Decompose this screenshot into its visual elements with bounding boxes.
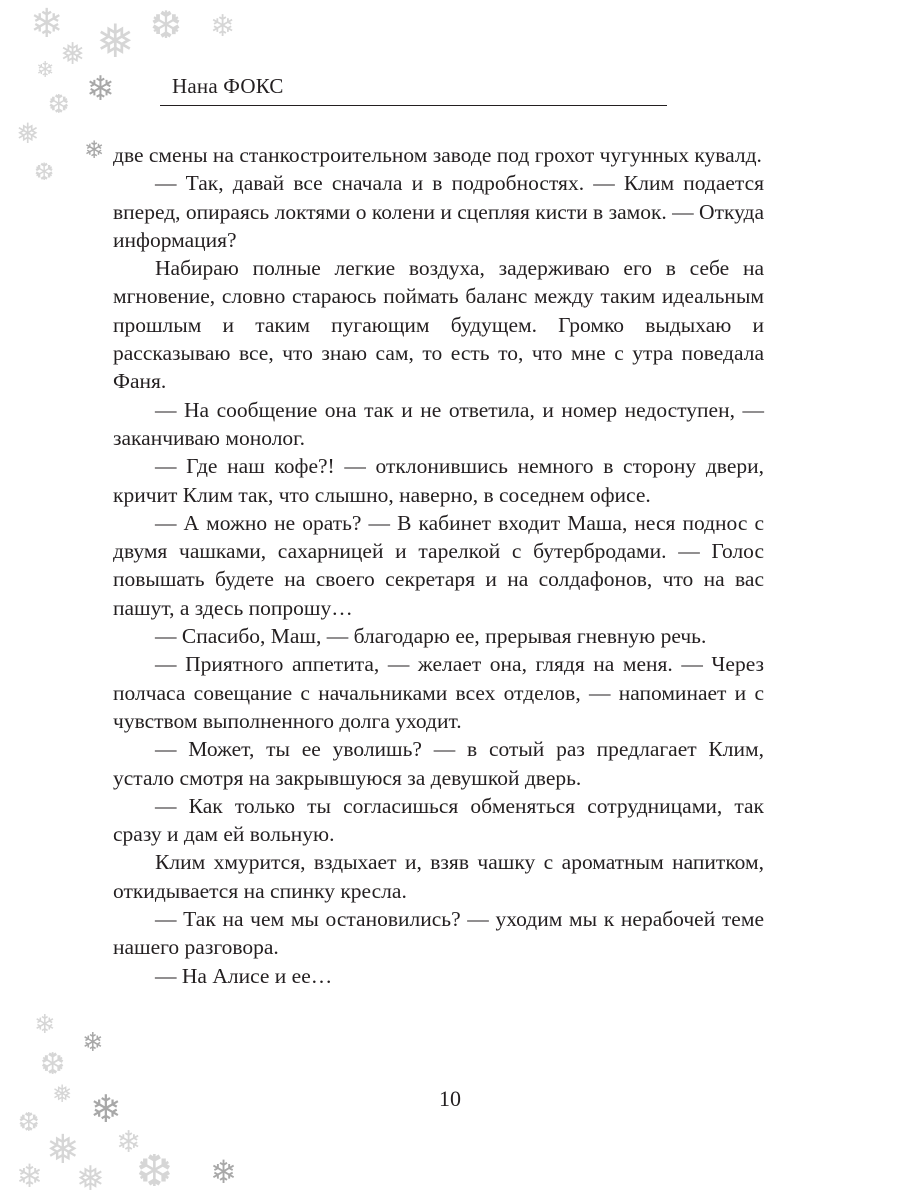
snowflake-icon: ❄ [210,9,236,44]
snowflake-icon: ❄ [16,1157,43,1195]
snowflake-icon: ❄ [30,1,64,47]
page-number: 10 [439,1086,461,1111]
snowflake-icon: ❆ [48,90,70,120]
snowflake-icon: ❄ [36,58,55,83]
paragraph: две смены на станкостроительном заводе под грохот чугунных кувалд. [113,143,762,167]
snowflake-icon: ❅ [52,1080,73,1108]
snowflake-icon: ❅ [16,117,40,150]
snowflake-icon: ❄ [90,1087,122,1131]
snowflake-icon: ❆ [40,1047,66,1082]
snowflake-icon: ❅ [46,1127,80,1173]
snowflake-icon: ❄ [34,1010,56,1040]
paragraph: — Где наш кофе?! — отклонившись немного в сторону двери, кричит Клим так, что слышно, наверно, в соседнем офисе. [113,454,764,507]
snowflake-icon: ❆ [136,1146,173,1197]
paragraph: — А можно не орать? — В кабинет входит Маша, неся поднос с двумя чашками, сахарницей и тарелкой с бутербродами. — Голос повышать будете на своего секретаря и на солдафонов, что на вас пашут, а здесь попрошу… [113,510,764,620]
snowflake-icon: ❄ [86,69,115,109]
paragraph: — Как только ты согласишься обменяться сотрудницами, так сразу и дам ей вольную. [113,793,764,847]
snowflake-icon: ❆ [34,158,55,186]
snowflake-icon: ❄ [82,1028,104,1058]
snowflake-icon: ❅ [96,14,135,68]
snowflake-icon: ❅ [60,37,86,72]
paragraph: — На Алисе и ее… [155,963,333,988]
paragraph: Клим хмурится, вздыхает и, взяв чашку с ароматным напитком, откидывается на спинку кресла. [113,850,764,903]
paragraph: — Приятного аппетита, — желает она, глядя на меня. — Через полчаса совещание с начальниками всех отделов, — напоминает и с чувством выполненного долга уходит. [113,652,764,733]
paragraph: — На сообщение она так и не ответила, и номер недоступен, — заканчиваю монолог. [113,397,764,450]
paragraph: — Так на чем мы остановились? — уходим мы к нерабочей теме нашего разговора. [113,907,764,960]
snowflake-icon: ❄ [84,136,105,164]
page-body-text [113,141,764,990]
snowflake-icon: ❆ [18,1108,40,1138]
snowflake-icon: ❅ [76,1159,105,1199]
snowflake-icon: ❆ [150,3,182,47]
running-header-author: Нана ФОКС [172,74,284,98]
paragraph: — Может, ты ее уволишь? — в сотый раз предлагает Клим, устало смотря на закрывшуюся за девушкой дверь. [113,737,764,790]
header-divider [160,105,667,106]
paragraph: — Спасибо, Маш, — благодарю ее, прерывая гневную речь. [155,624,707,649]
snowflake-icon: ❄ [116,1125,142,1160]
paragraph: Набираю полные легкие воздуха, задерживаю его в себе на мгновение, словно стараюсь поймать баланс между таким идеальным прошлым и таким пугающим будущем. Громко выдыхаю и рассказываю все, что знаю сам, то есть то, что мне с утра поведала Фаня. [113,256,764,394]
paragraph: — Так, давай все сначала и в подробностях. — Клим подается вперед, опираясь локтями о колени и сцепляя кисти в замок. — Откуда информация? [113,171,764,252]
snowflake-icon: ❄ [210,1153,237,1191]
